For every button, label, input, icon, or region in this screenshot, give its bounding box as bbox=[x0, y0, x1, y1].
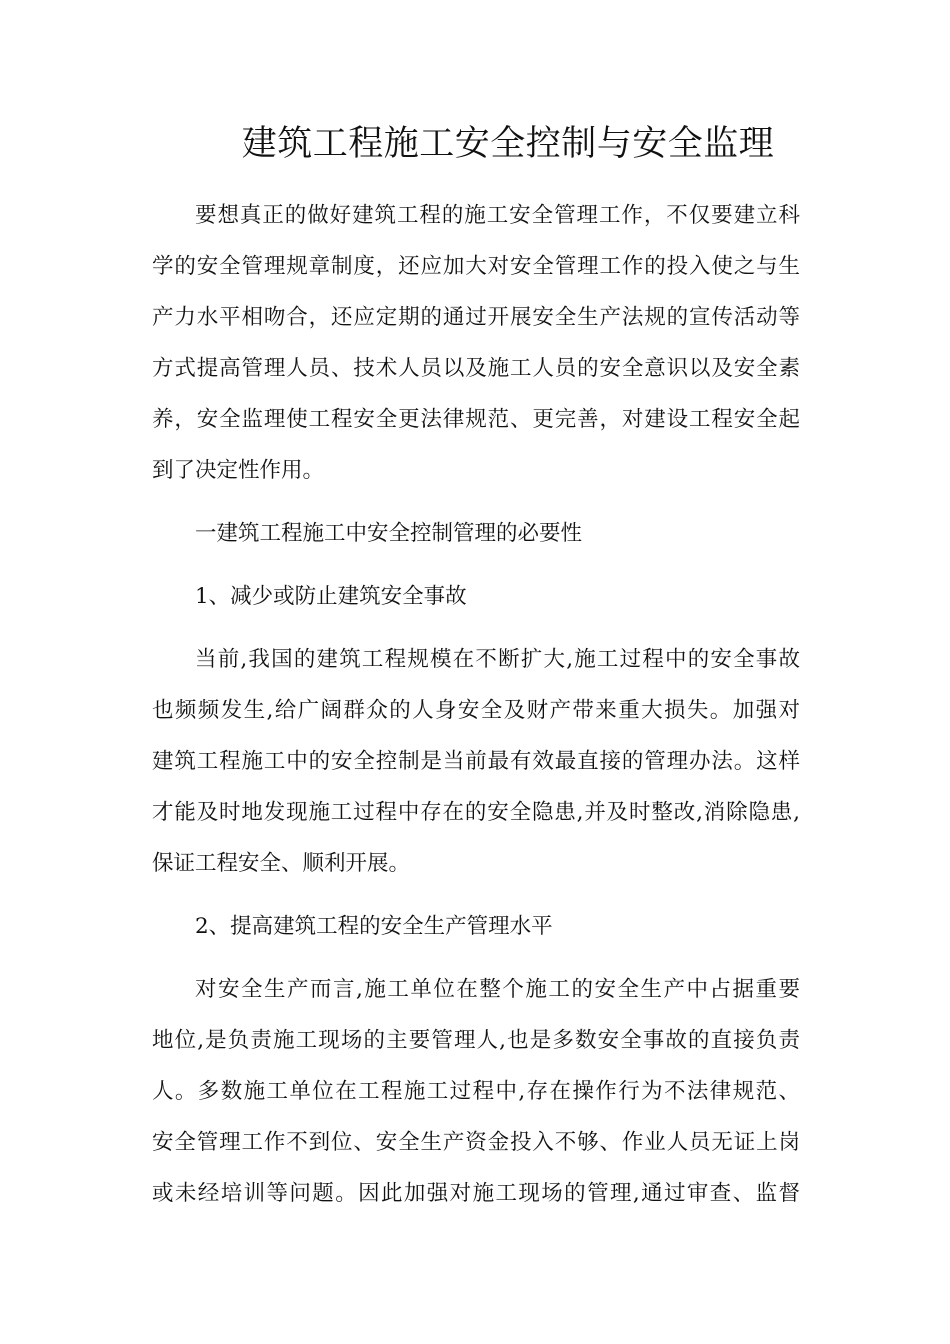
text-line: 安全管理工作不到位、安全生产资金投入不够、作业人员无证上岗 bbox=[152, 1130, 800, 1155]
text-line: 地位,是负责施工现场的主要管理人,也是多数安全事故的直接负责 bbox=[152, 1028, 800, 1053]
text-line: 也频频发生,给广阔群众的人身安全及财产带来重大损失。加强对 bbox=[152, 698, 800, 723]
text-line: 建筑工程施工中的安全控制是当前最有效最直接的管理办法。这样 bbox=[152, 749, 800, 774]
text-line: 产力水平相吻合，还应定期的通过开展安全生产法规的宣传活动等 bbox=[152, 305, 800, 330]
text-line: 当前,我国的建筑工程规模在不断扩大,施工过程中的安全事故 bbox=[195, 647, 800, 672]
paragraph-intro bbox=[152, 190, 800, 496]
section-heading: 一建筑工程施工中安全控制管理的必要性 bbox=[195, 521, 583, 546]
document-body bbox=[152, 190, 800, 1219]
text-line: 养，安全监理使工程安全更法律规范、更完善，对建设工程安全起 bbox=[152, 407, 800, 432]
subsection-heading: 1、减少或防止建筑安全事故 bbox=[195, 584, 467, 609]
subsection-heading: 2、提高建筑工程的安全生产管理水平 bbox=[195, 914, 553, 939]
text-line: 人。多数施工单位在工程施工过程中,存在操作行为不法律规范、 bbox=[152, 1079, 800, 1104]
paragraph-accidents bbox=[152, 634, 800, 889]
text-line: 学的安全管理规章制度，还应加大对安全管理工作的投入使之与生 bbox=[152, 254, 800, 279]
text-line: 方式提高管理人员、技术人员以及施工人员的安全意识以及安全素 bbox=[152, 356, 800, 381]
text-line: 对安全生产而言,施工单位在整个施工的安全生产中占据重要 bbox=[195, 977, 800, 1002]
text-line: 要想真正的做好建筑工程的施工安全管理工作，不仅要建立科 bbox=[195, 203, 800, 228]
text-line: 保证工程安全、顺利开展。 bbox=[152, 851, 411, 876]
text-line: 或未经培训等问题。因此加强对施工现场的管理,通过审查、监督 bbox=[152, 1181, 800, 1206]
document-title: 建筑工程施工安全控制与安全监理 bbox=[241, 124, 775, 164]
text-line: 才能及时地发现施工过程中存在的安全隐患,并及时整改,消除隐患, bbox=[152, 800, 800, 825]
text-line: 到了决定性作用。 bbox=[152, 458, 325, 483]
paragraph-management bbox=[152, 964, 800, 1219]
